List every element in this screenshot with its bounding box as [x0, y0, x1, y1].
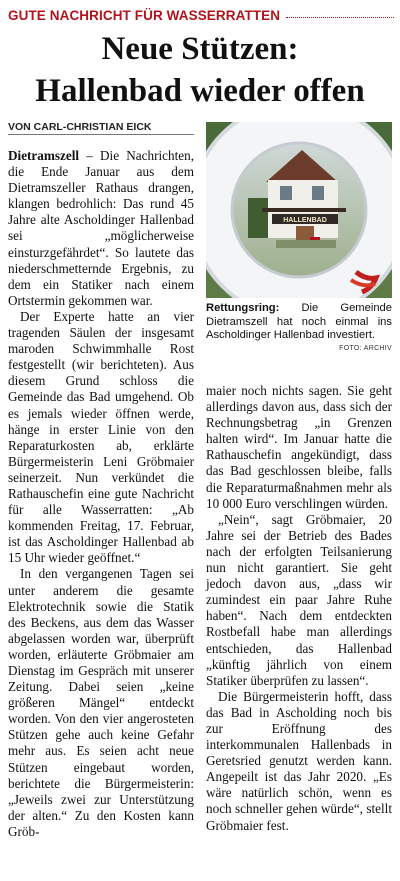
kicker — [8, 7, 394, 23]
headline-line-1: Neue Stützen: — [101, 31, 299, 67]
caption-text: Die Gemeinde Dietramszell hat noch einmal ins Ascholdinger Hallenbad investiert. — [206, 302, 392, 342]
article-paragraph: „Nein“, sagt Gröbmaier, 20 Jahre sei der Betrieb des Bades nach der erfolgten Teilsanierung nun nicht garantiert. Sie geht jedoch davon aus, „dass wir zumindest ein paar Jahre Ruhe haben“. Nach dem entdeckten Rostbefall habe man allerdings entschieden, das Hallenbad „künftig jährlich von einem Statiker überprüfen zu lassen“. — [206, 511, 392, 688]
article-paragraph: Die Bürgermeisterin hofft, dass das Bad in Ascholding noch bis zur Eröffnung des interkommunalen Hallenbads in Geretsried genutzt werden kann. Angepeilt ist das Jahr 2020. „Es wäre natürlich schön, wenn es noch schneller gehen würde“, stellt Gröbmaier fest. — [206, 688, 392, 833]
building-sign: HALLENBAD — [283, 217, 327, 224]
byline: VON CARL-CHRISTIAN EICK — [8, 121, 194, 135]
paragraph-text: – Die Nachrichten, die Ende Januar aus dem Dietramszeller Rathaus drangen, klangen bedrohlich: Das rund 45 Jahre alte Ascholdinger Hallenbad sei „möglicherweise einsturzgefährdet“. So lautete das niederschmetternde Ergebnis, zu dem ein Statiker nach einem Ortstermin gekommen war. — [8, 148, 194, 308]
article-column-right — [206, 383, 392, 834]
kicker-text: GUTE NACHRICHT FÜR WASSERRATTEN — [8, 7, 281, 23]
dateline: Dietramszell — [8, 148, 80, 163]
article-paragraph — [8, 148, 194, 309]
article-paragraph: In den vergangenen Tagen sei unter anderem die gesamte Elektrotechnik sowie die Statik des Beckens, aus dem das Wasser abgelassen worden war, überprüft worden, erläuterte Gröbmaier am Dienstag im Gespräch mit unserer Zeitung. Dabei seien „keine größeren Mängel“ entdeckt worden. Von den vier angerosteten Stützen gehe auch keine Gefahr mehr aus. Es seien acht neue Stützen eingebaut worden, berichtete die Bürgermeisterin: „Jeweils zwei zur Unterstützung der alten.“ Zu den Kosten kann Gröb- — [8, 566, 194, 839]
headline-line-2: Hallenbad wieder offen — [35, 73, 365, 109]
photo-caption — [206, 302, 392, 343]
article-column-left — [8, 148, 194, 840]
article-paragraph: maier noch nichts sagen. Sie geht allerdings davon aus, dass sich der Rechnungsbetrag „in Grenzen halten wird“. Im Januar hatte die Rathauschefin angekündigt, dass das Bad geschlossen bleibe, falls die Reparaturmaßnahmen mehr als 10 000 Euro verschlingen würden. — [206, 383, 392, 511]
caption-lead: Rettungsring: — [206, 302, 280, 314]
article-paragraph: Der Experte hatte an vier tragenden Säulen der insgesamt maroden Schwimmhalle Rost festgestellt (wir berichteten). Aus diesem Grund schloss die Gemeinde das Bad umgehend. Ob es jemals wieder öffnen werde, hänge in erster Linie von den Reparaturkosten ab, erklärte Bürgermeisterin Leni Gröbmaier seinerzeit. Nun verkündet die Rathauschefin eine gute Nachricht für alle Wasserratten: „Ab kommenden Freitag, 17. Februar, ist das Ascholdinger Hallenbad ab 15 Uhr wieder geöffnet.“ — [8, 308, 194, 566]
article-photo — [206, 122, 392, 298]
lifebuoy-building-image — [206, 122, 392, 298]
kicker-dotted-rule — [286, 17, 394, 18]
photo-credit: FOTO: ARCHIV — [339, 345, 392, 352]
